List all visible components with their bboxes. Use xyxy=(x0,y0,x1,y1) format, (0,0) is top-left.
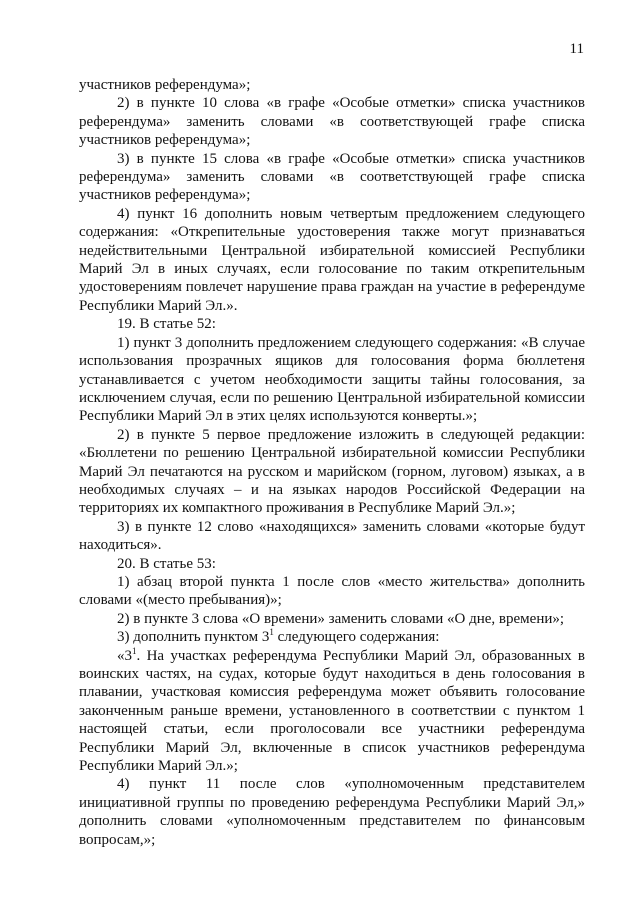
article-heading: 19. В статье 52: xyxy=(117,316,216,333)
paragraph: 1) абзац второй пункта 1 после слов «место жительства» дополнить словами «(место пребывания)»; xyxy=(79,573,585,609)
article-heading: 20. В статье 53: xyxy=(117,555,216,572)
paragraph: 3) в пункте 15 слова «в графе «Особые отметки» списка участников референдума» заменить словами «в соответствующей графе списка участников референдума»; xyxy=(79,150,585,204)
paragraph: 4) пункт 16 дополнить новым четвертым предложением следующего содержания: «Открепительные удостоверения также могут признаваться недействительными Центральной избирательной комиссией Республики Марий Эл в иных случаях, если голосование по таким открепительным удостоверениям повлечет нарушение права граждан на участие в референдуме Республики Марий Эл.». xyxy=(79,205,585,314)
paragraph: 4) пункт 11 после слов «уполномоченным представителем инициативной группы по проведению референдума Республики Марий Эл,» дополнить словами «уполномоченным представителем по финансовым вопросам,»; xyxy=(79,776,585,848)
document-body xyxy=(79,76,585,849)
paragraph: участников референдума»; xyxy=(79,77,251,93)
paragraph-text: следующего содержания: xyxy=(273,629,440,646)
paragraph-text: 3) дополнить пунктом 3 xyxy=(117,629,270,646)
paragraph: 3) в пункте 12 слово «находящихся» заменить словами «которые будут находиться». xyxy=(79,518,585,554)
paragraph xyxy=(79,647,585,776)
paragraph: 2) в пункте 10 слова «в графе «Особые отметки» списка участников референдума» заменить словами «в соответствующей графе списка участников референдума»; xyxy=(79,95,585,149)
paragraph: 2) в пункте 3 слова «О времени» заменить словами «О дне, времени»; xyxy=(117,610,565,627)
paragraph: 1) пункт 3 дополнить предложением следующего содержания: «В случае использования прозрачных ящиков для голосования форма бюллетеня устанавливается с учетом необходимости защиты тайны голосования, за исключением случая, если по решению Центральной избирательной комиссии Республики Марий Эл в этих целях используются конверты.»; xyxy=(79,334,585,425)
paragraph xyxy=(79,628,585,646)
superscript: 1 xyxy=(132,645,137,656)
superscript: 1 xyxy=(269,627,274,638)
paragraph-text: «3 xyxy=(117,647,132,664)
paragraph: 2) в пункте 5 первое предложение изложить в следующей редакции: «Бюллетени по решению Центральной избирательной комиссии Республики Марий Эл печатаются на русском и марийском (горном, луговом) языках, а в необходимых случаях – и на языках народов Российской Федерации на территориях их компактного проживания в Республике Марий Эл.»; xyxy=(79,426,585,517)
page-number: 11 xyxy=(569,41,584,57)
paragraph-text: . На участках референдума Республики Марий Эл, образованных в воинских частях, на судах, которые будут находиться в день голосования в плавании, участковая комиссия референдума может объявить голосование законченным раньше времени, установленного в соответствии с пунктом 1 настоящей статьи, если проголосовали все участники референдума Республики Марий Эл, включенные в список участников референдума Республики Марий Эл.»; xyxy=(79,647,585,775)
